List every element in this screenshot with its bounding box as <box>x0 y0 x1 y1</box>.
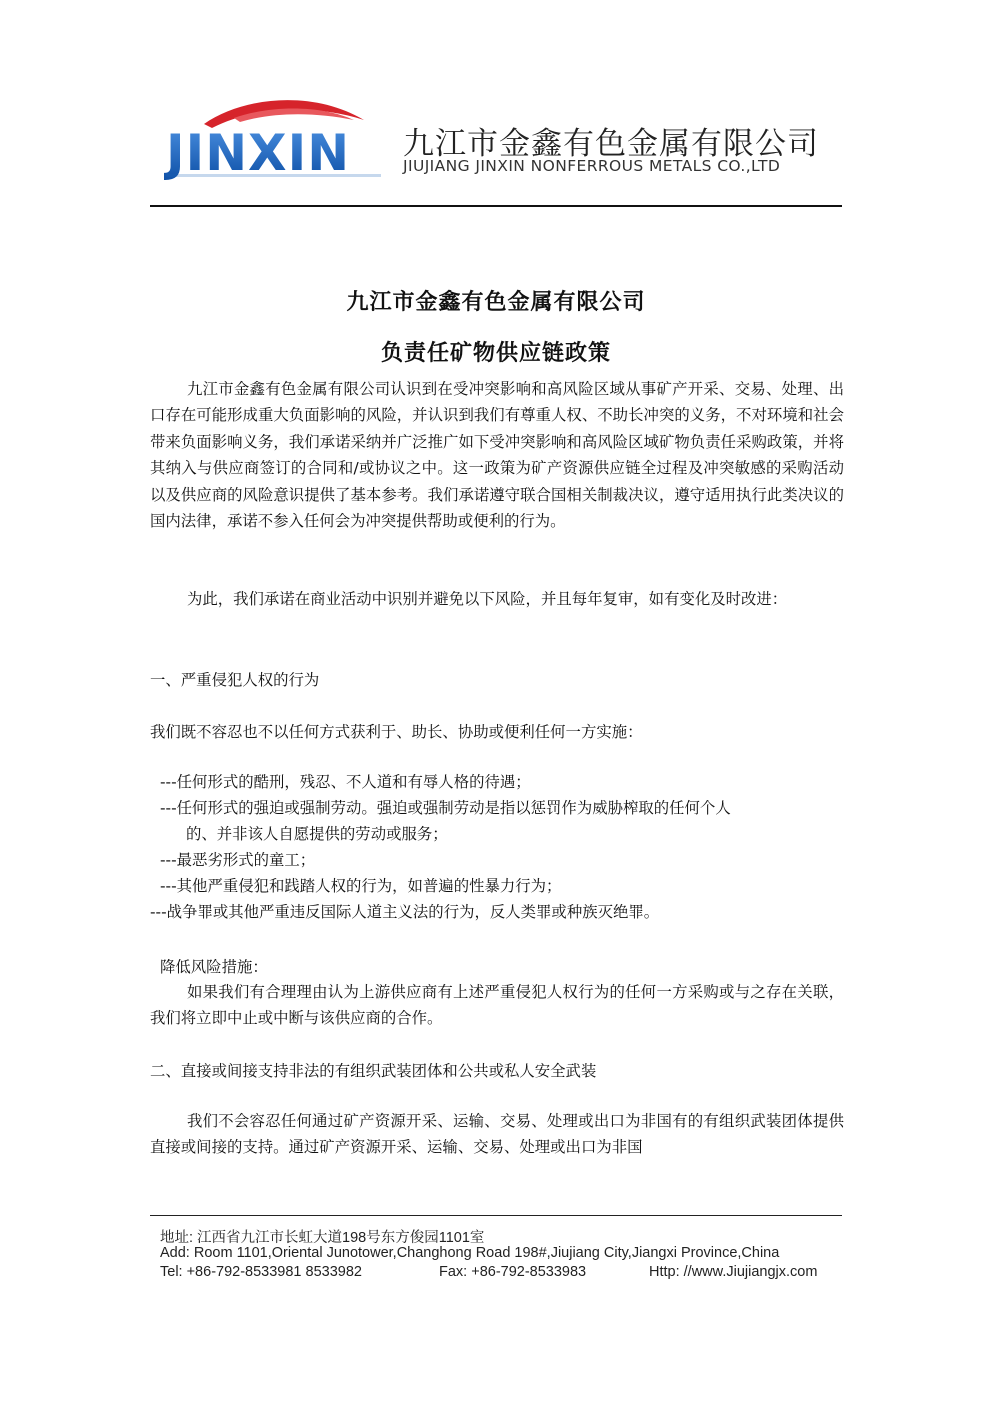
header-divider <box>150 205 842 207</box>
intro-paragraph: 九江市金鑫有色金属有限公司认识到在受冲突影响和高风险区域从事矿产开采、交易、处理、出口存在可能形成重大负面影响的风险，并认识到我们有尊重人权、不助长冲突的义务，不对环境和社会带来负面影响义务，我们承诺采纳并广泛推广如下受冲突影响和高风险区域矿物负责任采购政策，并将其纳入与供应商签订的合同和/或协议之中。这一政策为矿产资源供应链全过程及冲突敏感的采购活动以及供应商的风险意识提供了基本参考。我们承诺遵守联合国相关制裁决议，遵守适用执行此类决议的国内法律，承诺不参入任何会为冲突提供帮助或便利的行为。 <box>150 380 844 531</box>
jinxin-logo <box>164 94 392 188</box>
footer-web[interactable]: Http: //www.Jiujiangjx.com <box>649 1264 818 1280</box>
svg-text:JINXIN: JINXIN <box>166 124 351 182</box>
company-name-cn: 九江市金鑫有色金属有限公司 <box>403 126 819 162</box>
letterhead <box>150 92 842 192</box>
list-item-continuation: 的、并非该人自愿提供的劳动或服务； <box>186 825 448 843</box>
list-item: ---最恶劣形式的童工； <box>160 851 316 869</box>
footer-fax: Fax: +86-792-8533983 <box>439 1264 587 1280</box>
section2-paragraph: 我们不会容忍任何通过矿产资源开采、运输、交易、处理或出口为非国有的有组织武装团体提供直接或间接的支持。通过矿产资源开采、运输、交易、处理或出口为非国 <box>150 1112 844 1157</box>
section2-heading: 二、直接或间接支持非法的有组织武装团体和公共或私人安全武装 <box>150 1062 597 1080</box>
company-name-en: JIUJIANG JINXIN NONFERROUS METALS CO.,LTD <box>403 157 781 175</box>
list-item: ---战争罪或其他严重违反国际人道主义法的行为，反人类罪或种族灭绝罪。 <box>150 903 660 921</box>
mitigation-paragraph: 如果我们有合理理由认为上游供应商有上述严重侵犯人权行为的任何一方采购或与之存在关联，我们将立即中止或中断与该供应商的合作。 <box>150 983 844 1028</box>
document-title: 九江市金鑫有色金属有限公司 <box>346 290 646 315</box>
mitigation-heading: 降低风险措施： <box>160 958 268 976</box>
list-item: ---任何形式的酷刑，残忍、不人道和有辱人格的待遇； <box>160 773 531 791</box>
list-item: ---任何形式的强迫或强制劳动。强迫或强制劳动是指以惩罚作为威胁榨取的任何个人 <box>160 799 731 817</box>
section1-heading: 一、严重侵犯人权的行为 <box>150 671 320 689</box>
footer-tel: Tel: +86-792-8533981 8533982 <box>160 1264 362 1280</box>
footer-address-cn: 地址: 江西省九江市长虹大道198号东方俊园1101室 <box>160 1230 485 1246</box>
commitment-paragraph: 为此，我们承诺在商业活动中识别并避免以下风险，并且每年复审，如有变化及时改进： <box>186 590 788 608</box>
document-subtitle: 负责任矿物供应链政策 <box>380 341 611 366</box>
section1-lead: 我们既不容忍也不以任何方式获利于、助长、协助或便利任何一方实施： <box>150 723 643 741</box>
footer-divider <box>150 1215 842 1216</box>
list-item: ---其他严重侵犯和践踏人权的行为，如普遍的性暴力行为； <box>160 877 562 895</box>
footer-address-en: Add: Room 1101,Oriental Junotower,Changhong Road 198#,Jiujiang City,Jiangxi Province,China <box>160 1245 780 1261</box>
